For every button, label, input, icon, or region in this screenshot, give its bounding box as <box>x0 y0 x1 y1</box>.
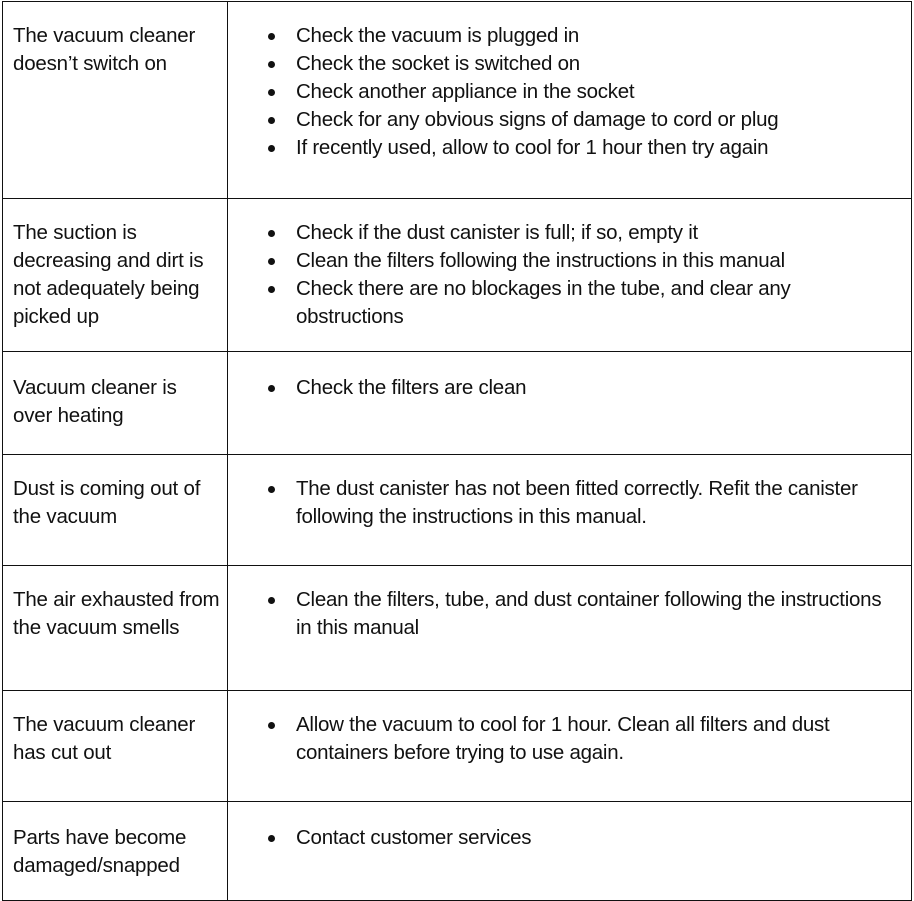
solution-cell <box>228 2 912 199</box>
solution-item <box>228 475 901 531</box>
solution-cell <box>228 566 912 691</box>
solution-text: Check for any obvious signs of damage to cord or plug <box>296 108 779 131</box>
solution-text: Check another appliance in the socket <box>296 80 635 103</box>
solution-item <box>228 711 901 767</box>
solution-text: Allow the vacuum to cool for 1 hour. Clean all filters and dust containers before trying to use again. <box>296 713 830 764</box>
solution-list <box>228 586 901 642</box>
solution-cell <box>228 691 912 802</box>
solution-item <box>228 247 901 275</box>
bullet-icon <box>268 33 275 40</box>
bullet-icon <box>268 230 275 237</box>
bullet-icon <box>268 286 275 293</box>
solution-item <box>228 275 901 331</box>
table-row <box>3 455 912 566</box>
problem-cell: Vacuum cleaner is over heating <box>3 352 228 455</box>
table-row <box>3 2 912 199</box>
problem-cell: The suction is decreasing and dirt is not adequately being picked up <box>3 199 228 352</box>
solution-text: Clean the filters, tube, and dust container following the instructions in this manual <box>296 588 882 639</box>
table-row <box>3 566 912 691</box>
problem-cell: The vacuum cleaner has cut out <box>3 691 228 802</box>
bullet-icon <box>268 117 275 124</box>
solution-cell <box>228 352 912 455</box>
solution-text: If recently used, allow to cool for 1 hour then try again <box>296 136 769 159</box>
bullet-icon <box>268 597 275 604</box>
solution-item <box>228 106 901 134</box>
solution-text: Check there are no blockages in the tube, and clear any obstructions <box>296 277 791 328</box>
bullet-icon <box>268 486 275 493</box>
solution-list <box>228 219 901 331</box>
solution-text: Contact customer services <box>296 826 532 849</box>
bullet-icon <box>268 385 275 392</box>
solution-cell <box>228 455 912 566</box>
solution-cell <box>228 199 912 352</box>
table-row <box>3 802 912 901</box>
solution-list <box>228 22 901 162</box>
solution-item <box>228 50 901 78</box>
solution-item <box>228 219 901 247</box>
solution-item <box>228 22 901 50</box>
solution-item <box>228 824 901 852</box>
solution-text: Check if the dust canister is full; if so, empty it <box>296 221 698 244</box>
solution-list <box>228 824 901 852</box>
solution-text: Check the vacuum is plugged in <box>296 24 580 47</box>
solution-text: Clean the filters following the instructions in this manual <box>296 249 785 272</box>
solution-text: The dust canister has not been fitted correctly. Refit the canister following the instructions in this manual. <box>296 477 858 528</box>
bullet-icon <box>268 61 275 68</box>
solution-item <box>228 374 901 402</box>
problem-cell: The vacuum cleaner doesn’t switch on <box>3 2 228 199</box>
solution-item <box>228 586 901 642</box>
solution-list <box>228 475 901 531</box>
bullet-icon <box>268 145 275 152</box>
bullet-icon <box>268 722 275 729</box>
problem-cell: The air exhausted from the vacuum smells <box>3 566 228 691</box>
table-row <box>3 199 912 352</box>
solution-cell <box>228 802 912 901</box>
table-row <box>3 352 912 455</box>
troubleshooting-table <box>2 1 912 901</box>
solution-list <box>228 711 901 767</box>
solution-text: Check the socket is switched on <box>296 52 580 75</box>
solution-item <box>228 78 901 106</box>
table-row <box>3 691 912 802</box>
solution-item <box>228 134 901 162</box>
bullet-icon <box>268 89 275 96</box>
bullet-icon <box>268 258 275 265</box>
bullet-icon <box>268 835 275 842</box>
problem-cell: Parts have become damaged/snapped <box>3 802 228 901</box>
solution-list <box>228 374 901 402</box>
solution-text: Check the filters are clean <box>296 376 527 399</box>
problem-cell: Dust is coming out of the vacuum <box>3 455 228 566</box>
